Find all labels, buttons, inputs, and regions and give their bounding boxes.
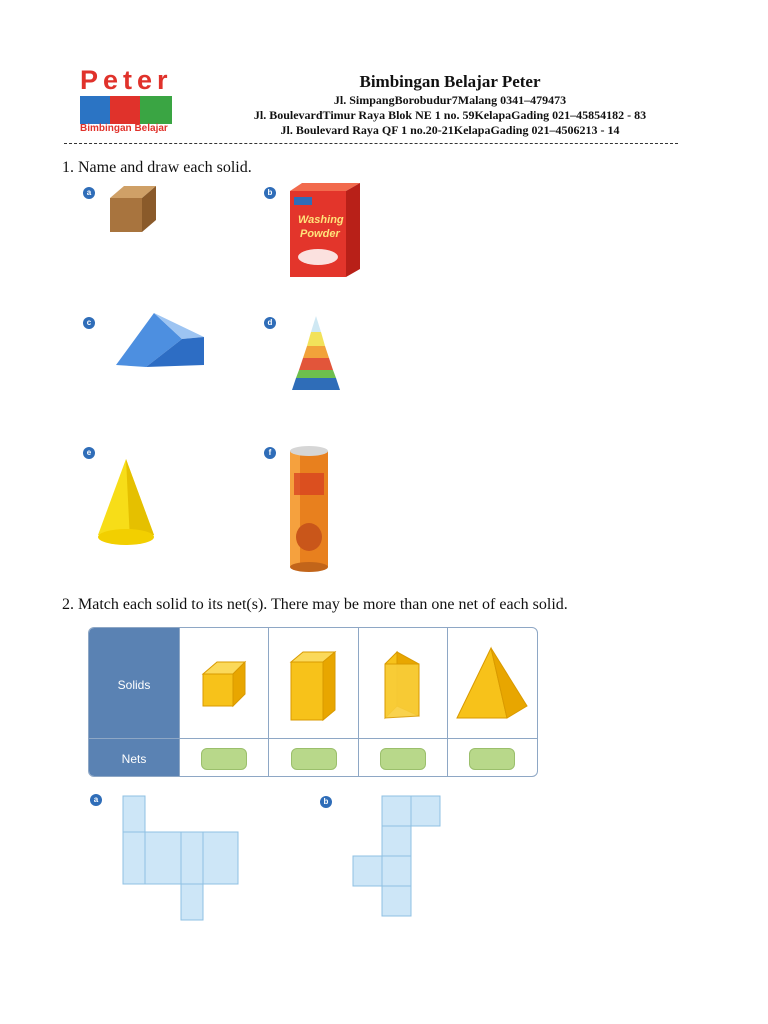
net-answer-box-4[interactable] bbox=[469, 748, 515, 770]
box-text-2: Powder bbox=[300, 228, 340, 240]
match-table bbox=[88, 627, 538, 777]
label-d-badge: d bbox=[264, 317, 276, 329]
solid-triangular-prism-icon bbox=[383, 650, 423, 722]
solid-cube-icon bbox=[199, 658, 249, 710]
page-title: Bimbingan Belajar Peter bbox=[359, 72, 541, 91]
net-b-diagram bbox=[350, 794, 444, 920]
cylinder-can-icon bbox=[288, 445, 332, 573]
question-2: 2. Match each solid to its net(s). There may be more than one net of each solid. bbox=[62, 596, 568, 613]
net-label-b-badge: b bbox=[320, 796, 332, 808]
net-answer-box-2[interactable] bbox=[291, 748, 337, 770]
row-label-nets: Nets bbox=[121, 752, 147, 766]
label-f-badge: f bbox=[264, 447, 276, 459]
cone-icon bbox=[96, 459, 158, 547]
net-answer-box-3[interactable] bbox=[380, 748, 426, 770]
logo-graphic-icon bbox=[80, 96, 172, 124]
solid-cuboid-icon bbox=[287, 648, 341, 724]
cube-sugar-icon bbox=[106, 184, 158, 234]
net-answer-box-1[interactable] bbox=[201, 748, 247, 770]
logo-subtitle: Bimbingan Belajar bbox=[80, 123, 168, 134]
solid-square-pyramid-icon bbox=[455, 646, 529, 722]
header-divider bbox=[64, 143, 678, 144]
question-1: 1. Name and draw each solid. bbox=[62, 159, 252, 176]
label-b-badge: b bbox=[264, 187, 276, 199]
logo bbox=[80, 66, 176, 132]
net-label-a-badge: a bbox=[90, 794, 102, 806]
label-a-badge: a bbox=[83, 187, 95, 199]
box-text-1: Washing bbox=[298, 214, 344, 226]
address-line-3: Jl. Boulevard Raya QF 1 no.20-21KelapaGading 021–4506213 - 14 bbox=[280, 123, 620, 137]
address-line-1: Jl. SimpangBorobudur7Malang 0341–479473 bbox=[333, 93, 567, 107]
logo-word: Peter bbox=[80, 65, 173, 95]
address-line-2: Jl. BoulevardTimur Raya Blok NE 1 no. 59KelapaGading 021–45854182 - 83 bbox=[253, 108, 647, 122]
net-a-diagram bbox=[120, 794, 242, 924]
label-c-badge: c bbox=[83, 317, 95, 329]
label-e-badge: e bbox=[83, 447, 95, 459]
washing-powder-box-icon bbox=[288, 183, 364, 279]
row-label-solids: Solids bbox=[117, 678, 151, 692]
triangular-prism-icon bbox=[114, 309, 206, 369]
pyramid-candle-icon bbox=[292, 316, 342, 392]
